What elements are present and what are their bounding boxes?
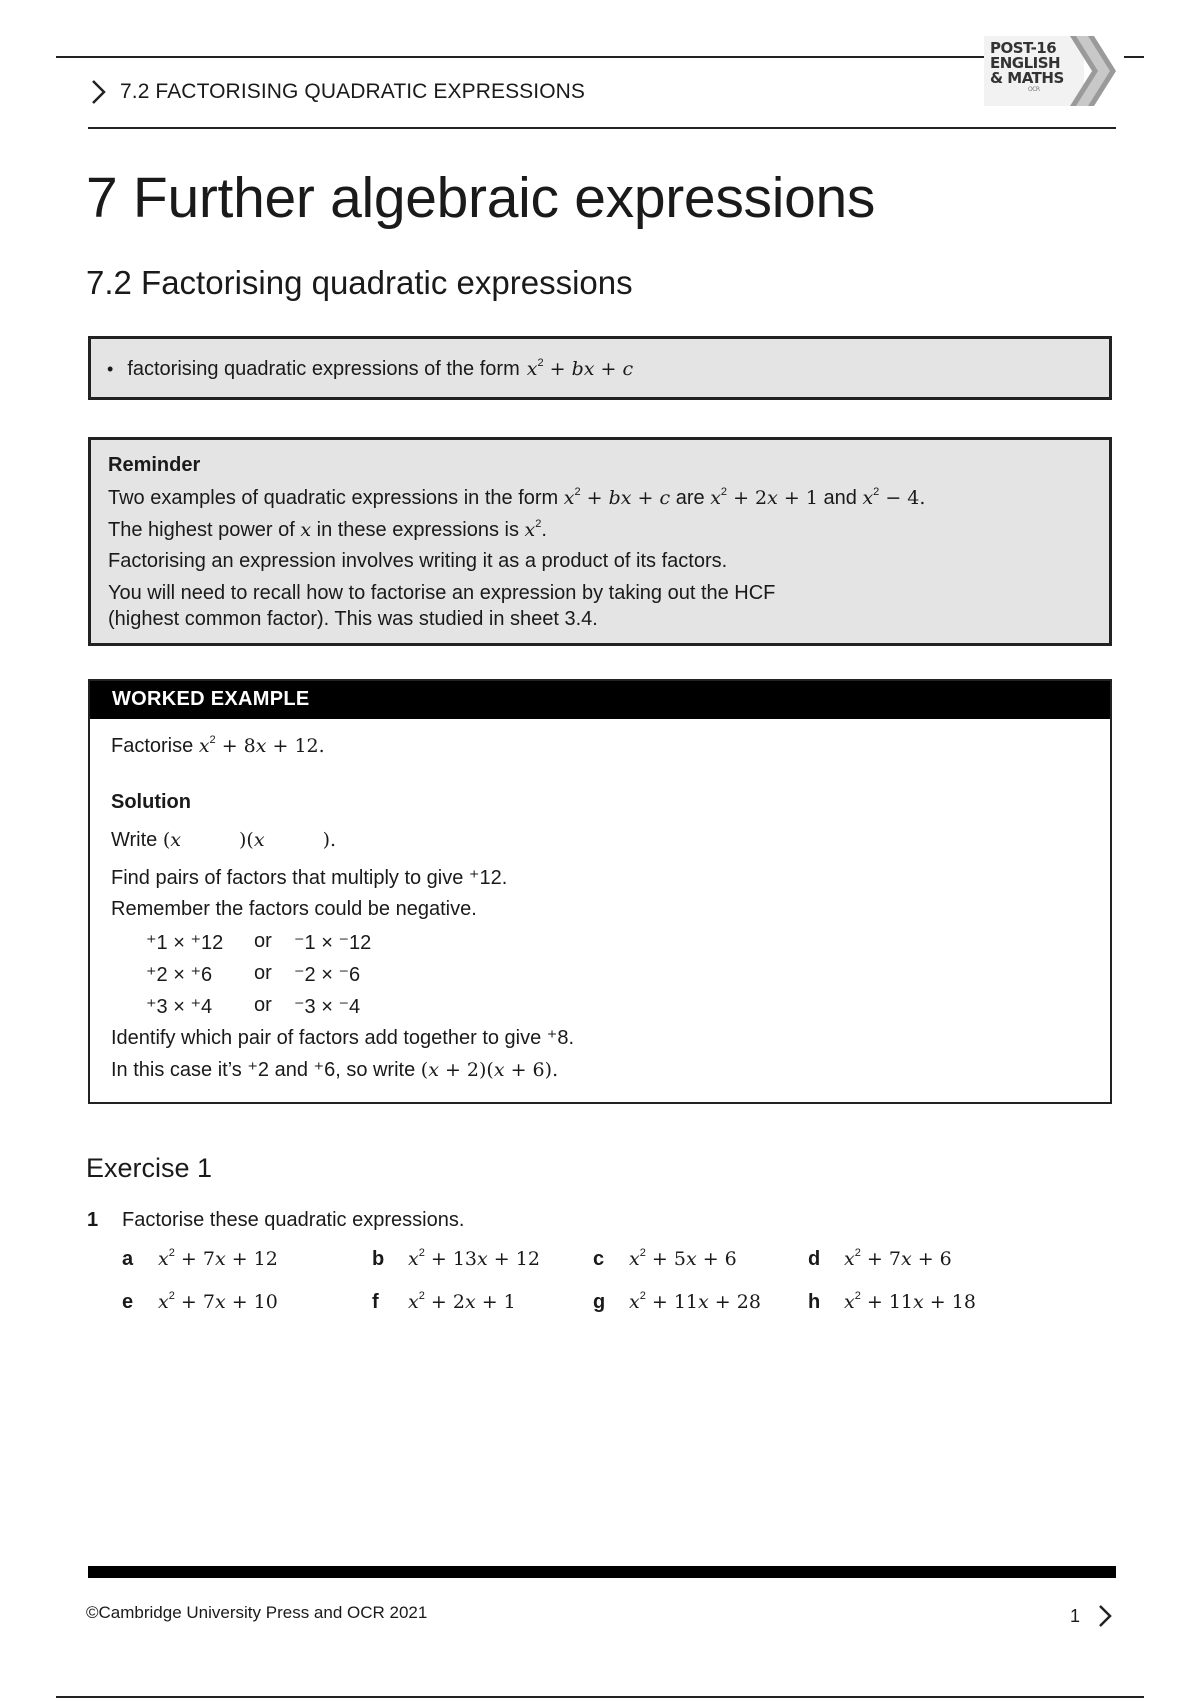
reminder-line-1: Two examples of quadratic expressions in the form $x^2$ + bx + c are $x^2 + 2x + 1$ and $x^2 - 4$. [108, 486, 926, 509]
find-pairs-text: Find pairs of factors that multiply to give ⁺12. [111, 867, 508, 889]
conclusion-text: In this case it’s ⁺2 and ⁺6, so write (x + 2)(x + 6). [111, 1059, 559, 1081]
worked-example-heading: WORKED EXAMPLE [112, 688, 310, 710]
exercise-item-b: b $x^2 + 13x + 12$ [372, 1247, 540, 1270]
reminder-heading: Reminder [108, 454, 201, 476]
exercise-item-c: c $x^2 + 5x + 6$ [593, 1247, 737, 1270]
item-constant: 12 [515, 1248, 540, 1270]
item-constant: 28 [736, 1291, 761, 1313]
item-constant: 10 [253, 1291, 278, 1313]
exercise-item-h: h $x^2 + 11x + 18$ [808, 1290, 976, 1313]
header-top-rule [56, 56, 984, 58]
question-number: 1 [87, 1209, 99, 1231]
item-label: e [122, 1291, 134, 1313]
section-title: 7.2 Factorising quadratic expressions [86, 264, 633, 301]
header-top-rule-end [1124, 56, 1144, 58]
chevron-right-icon [88, 78, 110, 106]
item-label: a [122, 1248, 134, 1270]
reminder-line-3: Factorising an expression involves writing it as a product of its factors. [108, 550, 728, 572]
logo-line2: ENGLISH [990, 54, 1061, 72]
identify-text: Identify which pair of factors add together to give ⁺8. [111, 1027, 575, 1049]
pair-positive: ⁺3 × ⁺4 [146, 996, 213, 1018]
item-label: h [808, 1291, 821, 1313]
item-coef-b: 7 [202, 1248, 215, 1270]
worked-prompt: Factorise $x^2 + 8x + 12$. [111, 734, 325, 757]
section-breadcrumb [88, 78, 585, 106]
solution-heading: Solution [111, 791, 191, 813]
item-label: b [372, 1248, 385, 1270]
reminder-line-2: The highest power of x in these expressions is $x^2$. [108, 518, 547, 541]
exercise-item-f: f $x^2 + 2x + 1$ [372, 1290, 516, 1313]
item-coef-b: 5 [673, 1248, 686, 1270]
write-template: Write (x )(x ). [111, 829, 337, 851]
worked-example-box [88, 679, 1112, 1104]
item-constant: 6 [724, 1248, 737, 1270]
pair-negative: ⁻1 × ⁻12 [294, 932, 372, 954]
exercise-item-e: e $x^2 + 7x + 10$ [122, 1290, 278, 1313]
item-coef-b: 2 [452, 1291, 465, 1313]
bullet: • [107, 359, 114, 379]
item-label: c [593, 1248, 605, 1270]
exercise-item-d: d $x^2 + 7x + 6$ [808, 1247, 952, 1270]
next-page-chevron-icon[interactable] [1097, 1602, 1113, 1630]
item-coef-b: 7 [202, 1291, 215, 1313]
logo-small: OCR [1028, 86, 1040, 93]
pair-or: or [254, 962, 272, 984]
item-coef-b: 7 [888, 1248, 901, 1270]
item-label: f [372, 1291, 379, 1313]
logo-line3: & MATHS [990, 69, 1064, 87]
item-coef-b: 11 [673, 1291, 699, 1313]
item-label: d [808, 1248, 821, 1270]
page-title: 7 Further algebraic expressions [86, 166, 876, 230]
pair-or: or [254, 930, 272, 952]
objective-text: factorising quadratic expressions of the form [127, 358, 520, 380]
exercise-item-a: a $x^2 + 7x + 12$ [122, 1247, 278, 1270]
pair-positive: ⁺1 × ⁺12 [146, 932, 224, 954]
page-bottom-rule [56, 1696, 1144, 1698]
exercise-item-g: g $x^2 + 11x + 28$ [593, 1290, 761, 1313]
item-label: g [593, 1291, 606, 1313]
pair-negative: ⁻3 × ⁻4 [294, 996, 361, 1018]
logo-line1: POST-16 [990, 39, 1057, 57]
item-constant: 1 [503, 1291, 516, 1313]
objective-box [88, 336, 1112, 400]
footer-bar [88, 1566, 1116, 1578]
pair-negative: ⁻2 × ⁻6 [294, 964, 361, 986]
item-coef-b: 13 [452, 1248, 478, 1270]
page-number: 1 [1070, 1606, 1081, 1626]
pair-or: or [254, 994, 272, 1016]
reminder-box [88, 437, 1112, 646]
post16-logo [984, 36, 1124, 106]
question-text: Factorise these quadratic expressions. [122, 1209, 465, 1231]
objective-formula: $x^2$ + bx + c [526, 357, 634, 380]
header-bottom-rule [88, 127, 1116, 129]
item-constant: 12 [253, 1248, 278, 1270]
reminder-line-5: (highest common factor). This was studied in sheet 3.4. [108, 608, 598, 630]
reminder-line-4: You will need to recall how to factorise an expression by taking out the HCF [108, 582, 776, 604]
item-constant: 18 [951, 1291, 976, 1313]
section-label: 7.2 FACTORISING QUADRATIC EXPRESSIONS [120, 80, 586, 103]
worked-example-header [90, 681, 1110, 719]
pair-positive: ⁺2 × ⁺6 [146, 964, 213, 986]
remember-text: Remember the factors could be negative. [111, 898, 477, 920]
item-constant: 6 [939, 1248, 952, 1270]
exercise-title: Exercise 1 [86, 1153, 213, 1183]
copyright: ©Cambridge University Press and OCR 2021 [86, 1603, 428, 1622]
item-coef-b: 11 [888, 1291, 914, 1313]
